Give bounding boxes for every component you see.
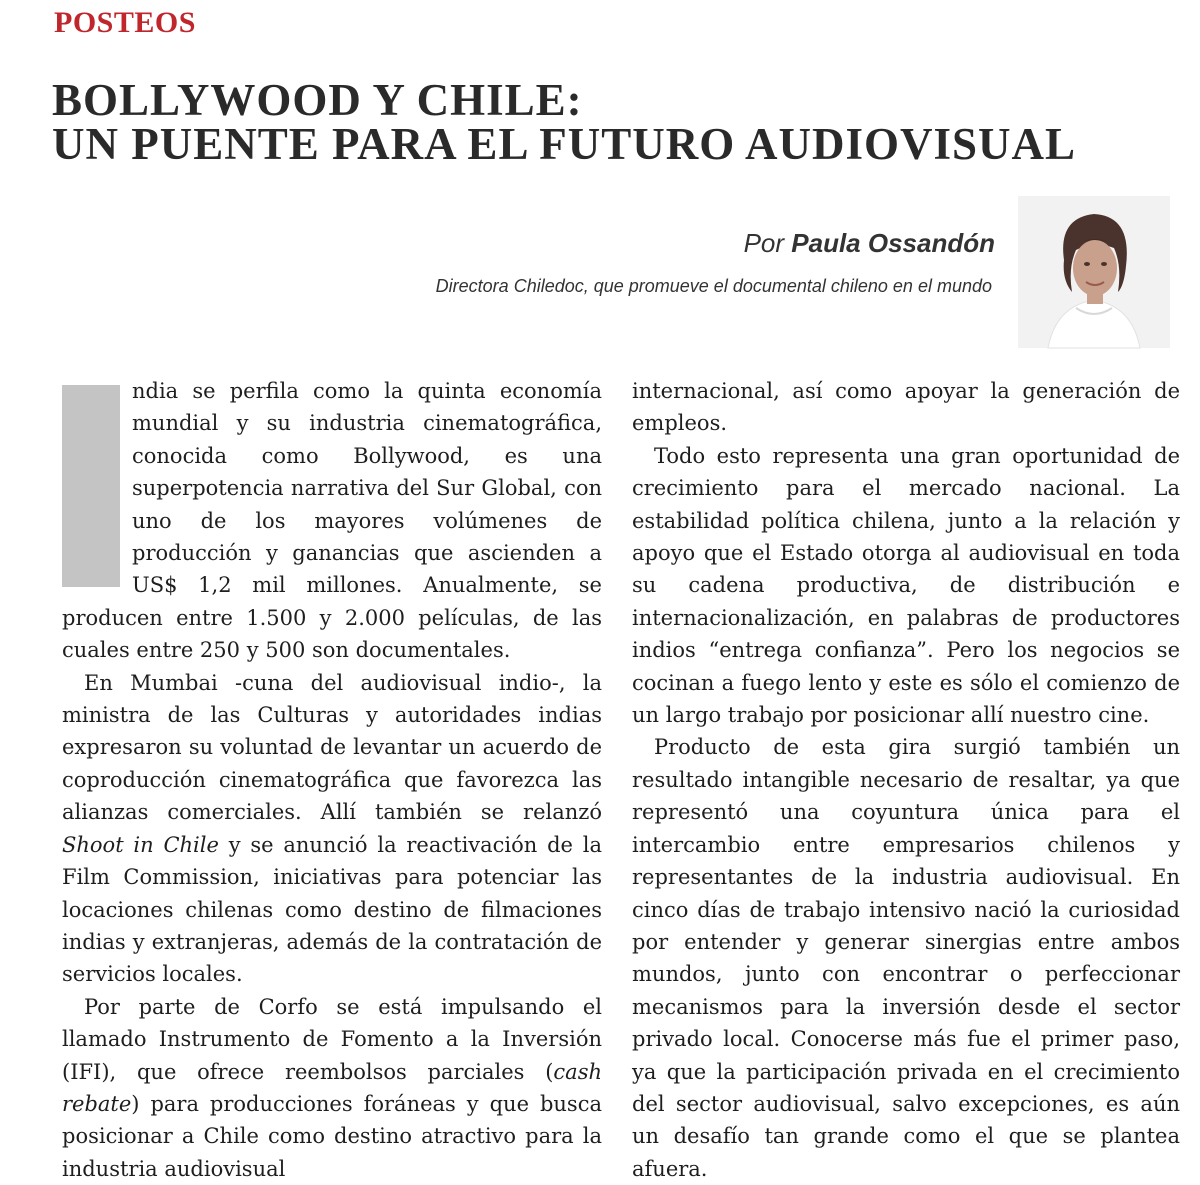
- article-column-right: [632, 375, 1180, 1181]
- drop-cap-placeholder: [62, 385, 120, 587]
- paragraph-3: Por parte de Corfo se está impulsando el llamado Instrumento de Fomento a la Inversión (IFI), que ofrece reembolsos parciales (cash rebate) para producciones foráneas y que busca posicionar a Chile como destino atractivo para la industria audiovisual: [62, 994, 602, 1181]
- paragraph-5: Producto de esta gira surgió también un resultado intangible necesario de resaltar, ya que representó una coyuntura única para el intercambio entre empresarios chilenos y representantes de la industria audiovisual. En cinco días de trabajo intensivo nació la curiosidad por entender y generar sinergias entre ambos mundos, junto con encontrar o perfeccionar mecanismos para la inversión desde el sector privado local. Conocerse más fue el primer paso, ya que la participación privada en el crecimiento del sector audiovisual, salvo excepciones, es aún un desafío tan grande como el que se plantea afuera.: [632, 735, 1180, 1181]
- byline: [744, 228, 995, 259]
- author-portrait: [1018, 196, 1170, 348]
- author-portrait-illustration: [1018, 196, 1170, 348]
- section-label: POSTEOS: [54, 6, 196, 39]
- article-column-left: [62, 375, 602, 1181]
- author-name: Paula Ossandón: [791, 228, 995, 258]
- headline-line-1: BOLLYWOOD Y CHILE:: [52, 75, 583, 125]
- headline: [52, 75, 1092, 169]
- paragraph-2: En Mumbai -cuna del audiovisual indio-, la ministra de las Culturas y autoridades indias expresaron su voluntad de levantar un acuerdo de coproducción cinematográfica que favorezca las alianzas comerciales. Allí también se relanzó Shoot in Chile y se anunció la reactivación de la Film Commission, iniciativas para potenciar las locaciones chilenas como destino de filmaciones indias y extranjeras, además de la contratación de servicios locales.: [62, 670, 602, 987]
- paragraph-1: ndia se perfila como la quinta economía mundial y su industria cinematográfica, conocida como Bollywood, es una superpotencia narrativa del Sur Global, con uno de los mayores volúmenes de producción y ganancias que ascienden a US$ 1,2 mil millones. Anualmente, se producen entre 1.500 y 2.000 películas, de las cuales entre 250 y 500 son documentales.: [62, 379, 602, 663]
- byline-prefix: Por: [743, 228, 785, 258]
- paragraph-continued: internacional, así como apoyar la generación de empleos.: [632, 379, 1180, 436]
- italic-shoot-in-chile: Shoot in Chile: [62, 832, 219, 857]
- paragraph-4: Todo esto representa una gran oportunidad de crecimiento para el mercado nacional. La estabilidad política chilena, junto a la relación y apoyo que el Estado otorga al audiovisual en toda su cadena productiva, de distribución e internacionalización, en palabras de productores indios “entrega confianza”. Pero los negocios se cocinan a fuego lento y este es sólo el comienzo de un largo trabajo por posicionar allí nuestro cine.: [632, 443, 1180, 728]
- italic-cash-rebate: cash rebate: [62, 1059, 602, 1116]
- headline-line-2: UN PUENTE PARA EL FUTURO AUDIOVISUAL: [52, 119, 1077, 169]
- author-role: Directora Chiledoc, que promueve el documental chileno en el mundo: [435, 276, 992, 296]
